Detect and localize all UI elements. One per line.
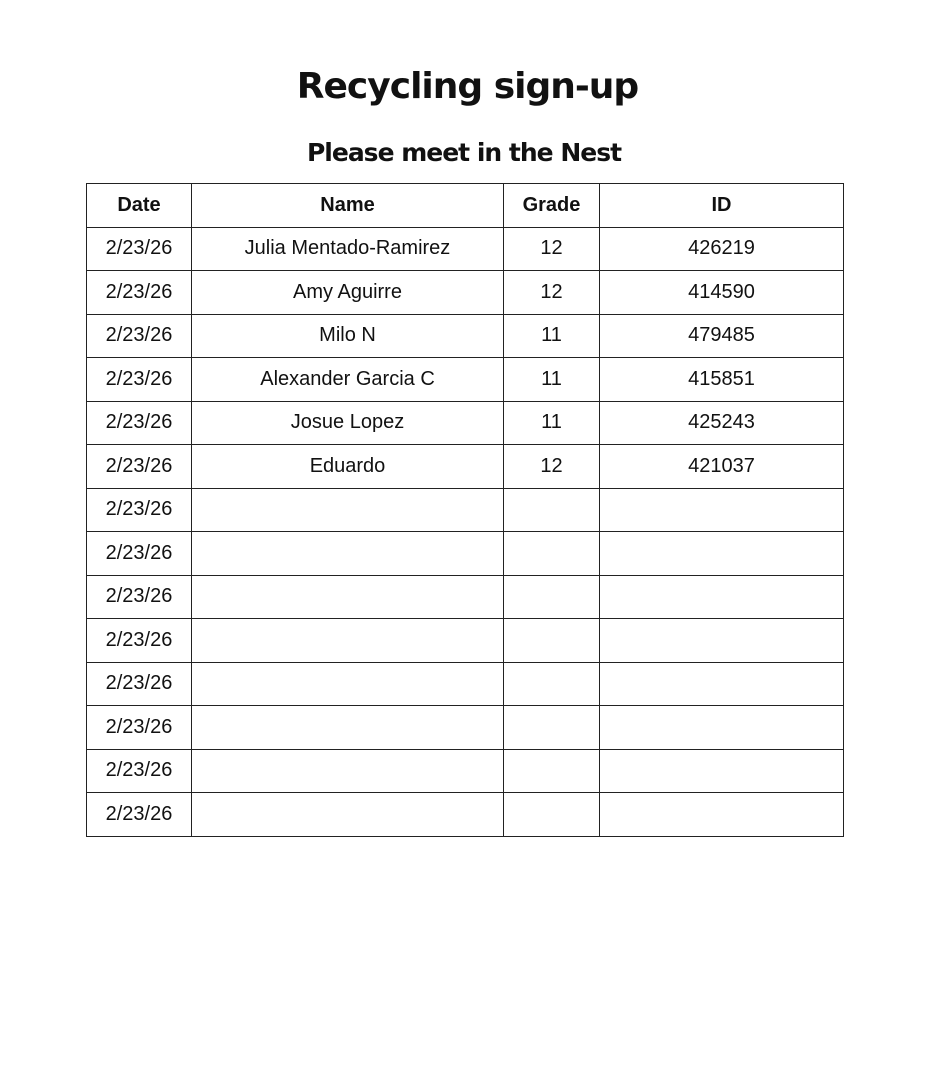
cell-name: Eduardo bbox=[192, 445, 504, 489]
cell-date: 2/23/26 bbox=[87, 314, 192, 358]
cell-date: 2/23/26 bbox=[87, 662, 192, 706]
cell-date: 2/23/26 bbox=[87, 488, 192, 532]
cell-date: 2/23/26 bbox=[87, 445, 192, 489]
cell-id: 425243 bbox=[600, 401, 844, 445]
table-row bbox=[87, 401, 844, 445]
cell-grade: 11 bbox=[504, 401, 600, 445]
page-title: Recycling sign-up bbox=[296, 66, 639, 107]
cell-name bbox=[192, 619, 504, 663]
table-row bbox=[87, 445, 844, 489]
cell-grade: 11 bbox=[504, 314, 600, 358]
cell-date: 2/23/26 bbox=[87, 793, 192, 837]
cell-id bbox=[600, 575, 844, 619]
cell-id bbox=[600, 532, 844, 576]
cell-date: 2/23/26 bbox=[87, 227, 192, 271]
table-row bbox=[87, 314, 844, 358]
table-row bbox=[87, 662, 844, 706]
cell-grade bbox=[504, 532, 600, 576]
table-row bbox=[87, 532, 844, 576]
table-row bbox=[87, 488, 844, 532]
cell-grade bbox=[504, 749, 600, 793]
cell-grade bbox=[504, 793, 600, 837]
cell-date: 2/23/26 bbox=[87, 358, 192, 402]
table-row bbox=[87, 749, 844, 793]
cell-date: 2/23/26 bbox=[87, 532, 192, 576]
cell-grade: 12 bbox=[504, 445, 600, 489]
cell-id: 414590 bbox=[600, 271, 844, 315]
cell-grade bbox=[504, 706, 600, 750]
cell-id bbox=[600, 662, 844, 706]
header-id: ID bbox=[600, 184, 844, 228]
cell-name: Josue Lopez bbox=[192, 401, 504, 445]
cell-id: 415851 bbox=[600, 358, 844, 402]
cell-name bbox=[192, 706, 504, 750]
cell-grade: 12 bbox=[504, 227, 600, 271]
cell-name: Milo N bbox=[192, 314, 504, 358]
cell-date: 2/23/26 bbox=[87, 619, 192, 663]
table-row bbox=[87, 706, 844, 750]
header-grade: Grade bbox=[504, 184, 600, 228]
cell-id bbox=[600, 706, 844, 750]
cell-grade bbox=[504, 619, 600, 663]
cell-id bbox=[600, 619, 844, 663]
cell-name bbox=[192, 488, 504, 532]
cell-id bbox=[600, 488, 844, 532]
table-row bbox=[87, 227, 844, 271]
cell-name: Alexander Garcia C bbox=[192, 358, 504, 402]
cell-id: 421037 bbox=[600, 445, 844, 489]
cell-grade bbox=[504, 575, 600, 619]
cell-date: 2/23/26 bbox=[87, 706, 192, 750]
header-date: Date bbox=[87, 184, 192, 228]
cell-id bbox=[600, 793, 844, 837]
table-row bbox=[87, 271, 844, 315]
cell-name bbox=[192, 532, 504, 576]
cell-date: 2/23/26 bbox=[87, 575, 192, 619]
table-row bbox=[87, 575, 844, 619]
page-subtitle: Please meet in the Nest bbox=[306, 138, 622, 167]
table-row bbox=[87, 358, 844, 402]
cell-grade: 11 bbox=[504, 358, 600, 402]
header-row bbox=[87, 184, 844, 228]
cell-grade: 12 bbox=[504, 271, 600, 315]
cell-name: Amy Aguirre bbox=[192, 271, 504, 315]
cell-id bbox=[600, 749, 844, 793]
cell-name bbox=[192, 575, 504, 619]
signup-table bbox=[86, 183, 844, 837]
cell-date: 2/23/26 bbox=[87, 271, 192, 315]
cell-id: 479485 bbox=[600, 314, 844, 358]
cell-id: 426219 bbox=[600, 227, 844, 271]
cell-name bbox=[192, 793, 504, 837]
cell-name bbox=[192, 662, 504, 706]
cell-grade bbox=[504, 662, 600, 706]
cell-grade bbox=[504, 488, 600, 532]
table-row bbox=[87, 793, 844, 837]
cell-date: 2/23/26 bbox=[87, 749, 192, 793]
table-row bbox=[87, 619, 844, 663]
header-name: Name bbox=[192, 184, 504, 228]
cell-date: 2/23/26 bbox=[87, 401, 192, 445]
cell-name bbox=[192, 749, 504, 793]
cell-name: Julia Mentado-Ramirez bbox=[192, 227, 504, 271]
